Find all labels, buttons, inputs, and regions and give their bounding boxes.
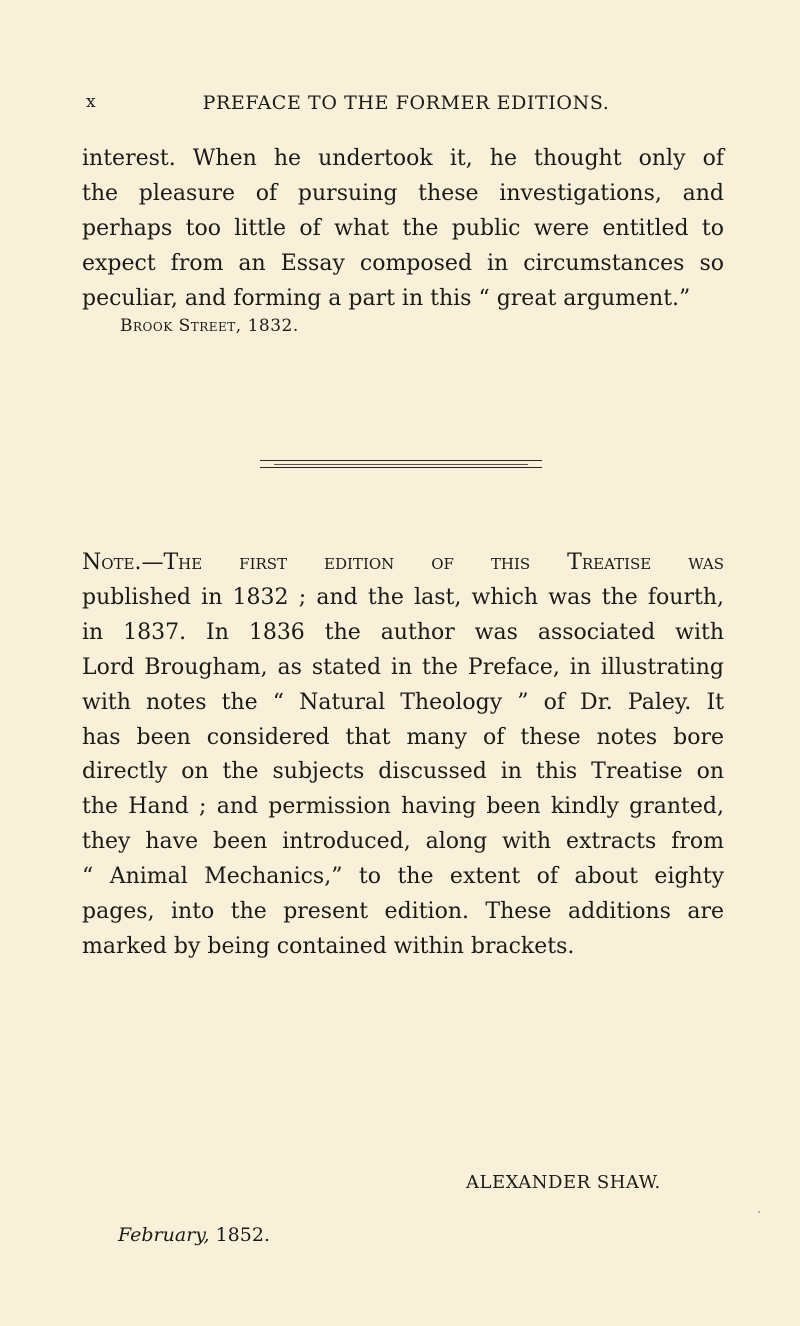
note-date xyxy=(118,1224,270,1246)
text-line: interest. When he undertook it, he thought only of xyxy=(82,146,724,171)
text-line: Lord Brougham, as stated in the Preface, in illustrating xyxy=(82,654,724,680)
text-line: directly on the subjects discussed in this Treatise on xyxy=(82,759,724,785)
text-line: peculiar, and forming a part in this “ great argument.” xyxy=(82,285,691,311)
text-line: has been considered that many of these notes bore xyxy=(82,724,724,750)
preface-closing-paragraph xyxy=(82,142,724,317)
text-line: published in 1832 ; and the last, which was the fourth, xyxy=(82,584,724,610)
page-number: x xyxy=(86,92,97,112)
text-line: with notes the “ Natural Theology ” of Dr. Paley. It xyxy=(82,689,724,715)
page-header-title: PREFACE TO THE FORMER EDITIONS. xyxy=(202,92,610,114)
year: 1832. xyxy=(247,316,299,336)
text-line: marked by being contained within brackets. xyxy=(82,933,575,959)
text-line: expect from an Essay composed in circumstances so xyxy=(82,250,724,276)
text-line: the Hand ; and permission having been kindly granted, xyxy=(82,794,724,820)
year: 1852. xyxy=(215,1224,270,1246)
place-and-date xyxy=(120,316,299,336)
running-head xyxy=(86,92,726,118)
street-name: Brook Street, xyxy=(120,316,242,336)
text-line: pages, into the present edition. These additions are xyxy=(82,899,724,925)
editor-note xyxy=(82,546,724,965)
month: February, xyxy=(118,1224,210,1246)
text-line: Note.—The first edition of this Treatise was xyxy=(82,550,724,575)
text-line: perhaps too little of what the public were entitled to xyxy=(82,215,724,241)
author-signature: ALEXANDER SHAW. xyxy=(466,1172,661,1193)
text-line: the pleasure of pursuing these investigations, and xyxy=(82,180,724,206)
text-line: they have been introduced, along with extracts from xyxy=(82,829,724,855)
section-divider xyxy=(260,460,542,468)
paper-speck xyxy=(758,1211,760,1213)
text-line: “ Animal Mechanics,” to the extent of about eighty xyxy=(82,864,724,890)
text-line: in 1837. In 1836 the author was associated with xyxy=(82,619,724,645)
